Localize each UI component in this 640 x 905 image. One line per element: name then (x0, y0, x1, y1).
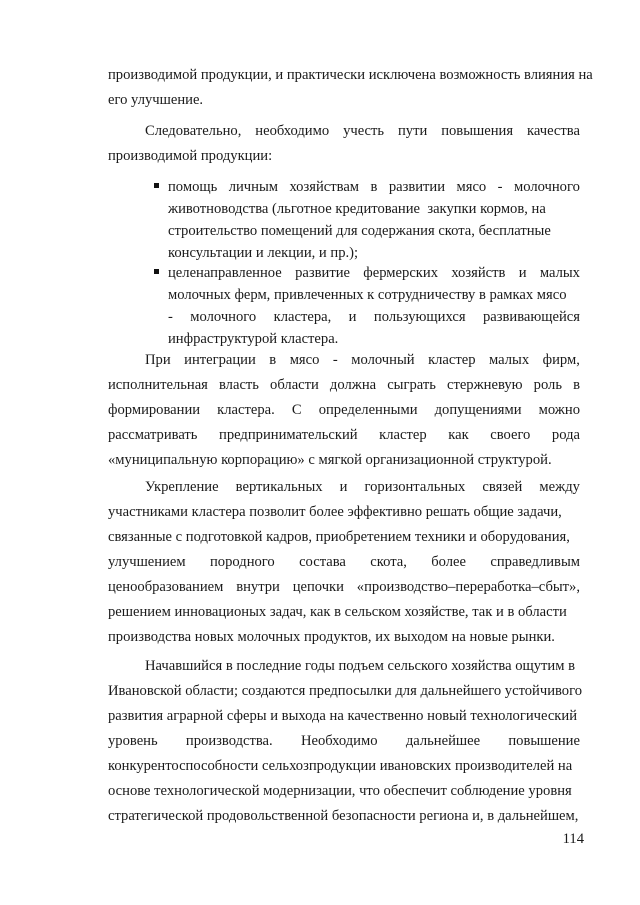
text-line (108, 682, 583, 707)
bullet-marker (154, 183, 159, 188)
word: связанные с подготовкой кадров, приобретением техники и оборудования, (108, 529, 570, 545)
word: интеграции (184, 352, 256, 368)
word: малых (539, 265, 580, 281)
text-line (108, 91, 580, 116)
text-line (168, 178, 580, 200)
word: фирм, (542, 352, 580, 368)
word: фермерских (363, 265, 438, 281)
text-line (108, 628, 580, 653)
word: улучшением (108, 554, 186, 570)
text-line (108, 478, 580, 503)
word: строительство помещений для содержания скота, бесплатные (168, 223, 551, 239)
word: животноводства (льготное кредитование закупки кормов, на (168, 201, 546, 217)
paragraph-2 (108, 351, 580, 476)
word: в (573, 377, 580, 393)
word: «производство–переработка–сбыт», (356, 579, 580, 595)
word: развитии (388, 179, 446, 195)
word: развивающейся (482, 309, 580, 325)
word: состава (299, 554, 346, 570)
word: консультации и лекции, и пр.); (168, 245, 359, 261)
word: сыграть (387, 377, 436, 393)
word: дальнейшее (405, 733, 481, 749)
text-line (108, 451, 580, 476)
word: производства новых молочных продуктов, их выходом на новые рынки. (108, 629, 555, 645)
word: вертикальных (235, 479, 323, 495)
word: должна (329, 377, 377, 393)
word: более (431, 554, 467, 570)
text-line (108, 757, 580, 782)
word: его улучшение. (108, 92, 204, 108)
text-line (108, 147, 580, 172)
word: рассматривать (108, 427, 198, 443)
word: производства. (185, 733, 273, 749)
word: мясо (456, 179, 487, 195)
bullet-item-1 (168, 178, 580, 266)
word: и (339, 479, 348, 495)
text-line (108, 66, 593, 91)
word: хозяйств (451, 265, 506, 281)
word: При (145, 352, 171, 368)
word: кластер (379, 427, 427, 443)
word: кластера, (273, 309, 332, 325)
word: развития аграрной сферы и выхода на качественно новый технологический (108, 708, 578, 724)
word: малых (489, 352, 530, 368)
word: формировании (108, 402, 201, 418)
text-line (168, 222, 580, 244)
word: в (269, 352, 277, 368)
text-line (108, 122, 580, 147)
word: как (448, 427, 469, 443)
text-line (108, 657, 580, 682)
word: в (370, 179, 378, 195)
word: кластера. (217, 402, 275, 418)
word: хозяйствам (289, 179, 360, 195)
word: стержневую (446, 377, 523, 393)
word: можно (538, 402, 580, 418)
word: определенными (318, 402, 418, 418)
word: предпринимательский (219, 427, 358, 443)
word: Следовательно, (145, 123, 242, 139)
word: конкурентоспособности сельхозпродукции ивановских производителей на (108, 758, 573, 774)
word: - (497, 179, 503, 195)
word: своего (490, 427, 531, 443)
word: необходимо (255, 123, 330, 139)
text-line (108, 553, 580, 578)
word: «муниципальную корпорацию» с мягкой организационной структурой. (108, 452, 552, 468)
word: качества (526, 123, 580, 139)
word: личным (228, 179, 278, 195)
word: Начавшийся в последние годы подъем сельского хозяйства ощутим в (145, 658, 576, 674)
word: решением инновационых задач, как в сельском хозяйстве, так и в области (108, 604, 567, 620)
word: развитие (295, 265, 350, 281)
word: скота, (370, 554, 407, 570)
text-line (108, 782, 580, 807)
word: рода (551, 427, 580, 443)
word: и (518, 265, 527, 281)
word: учесть (343, 123, 385, 139)
text-line (108, 376, 580, 401)
word: пользующихся (373, 309, 466, 325)
word: молочного (513, 179, 580, 195)
word: связей (482, 479, 523, 495)
text-line (108, 528, 580, 553)
word: молочный (351, 352, 415, 368)
paragraph-1 (108, 122, 580, 172)
word: между (539, 479, 580, 495)
text-line (108, 707, 580, 732)
word: инфраструктурой кластера. (168, 331, 339, 347)
text-line (108, 603, 580, 628)
word: производимой продукции: (108, 148, 273, 164)
text-line (108, 807, 580, 832)
word: власть (218, 377, 259, 393)
paragraph-0 (108, 66, 593, 116)
word: пути (397, 123, 428, 139)
text-line (168, 200, 580, 222)
word: внутри (236, 579, 280, 595)
word: области (270, 377, 319, 393)
word: ценообразованием (108, 579, 224, 595)
text-line (108, 351, 580, 376)
text-line (108, 401, 580, 426)
word: роль (533, 377, 562, 393)
word: молочных ферм, привлеченных к сотрудничеству в рамках мясо (168, 287, 567, 303)
text-line (168, 264, 580, 286)
word: исполнительная (108, 377, 208, 393)
word: С (291, 402, 302, 418)
word: повышение (508, 733, 580, 749)
text-line (168, 244, 580, 266)
text-line (168, 286, 580, 308)
word: молочного (190, 309, 257, 325)
word: Укрепление (145, 479, 219, 495)
word: стратегической продовольственной безопасности региона и, в дальнейшем, (108, 808, 579, 824)
text-line (108, 578, 580, 603)
word: целенаправленное (168, 265, 282, 281)
text-line (108, 503, 580, 528)
word: цепочки (292, 579, 344, 595)
word: Необходимо (300, 733, 378, 749)
word: справедливым (490, 554, 580, 570)
text-line (108, 732, 580, 757)
word: - (168, 309, 173, 325)
word: мясо (289, 352, 320, 368)
text-line (168, 308, 580, 330)
text-line (168, 330, 580, 352)
word: породного (209, 554, 275, 570)
bullet-marker (154, 269, 159, 274)
paragraph-4 (108, 657, 583, 832)
word: - (332, 352, 338, 368)
word: кластер (428, 352, 476, 368)
word: допущениями (434, 402, 522, 418)
word: уровень (108, 733, 158, 749)
text-line (108, 426, 580, 451)
word: участниками кластера позволит более эффективно решать общие задачи, (108, 504, 562, 520)
word: помощь (168, 179, 218, 195)
paragraph-3 (108, 478, 580, 653)
word: производимой продукции, и практически исключена возможность влияния на (108, 67, 593, 83)
word: Ивановской области; создаются предпосылки для дальнейшего устойчивого (108, 683, 583, 699)
word: горизонтальных (364, 479, 466, 495)
word: и (348, 309, 357, 325)
bullet-item-2 (168, 264, 580, 352)
word: повышения (441, 123, 514, 139)
word: основе технологической модернизации, что обеспечит соблюдение уровня (108, 783, 572, 799)
page-number: 114 (562, 831, 584, 847)
